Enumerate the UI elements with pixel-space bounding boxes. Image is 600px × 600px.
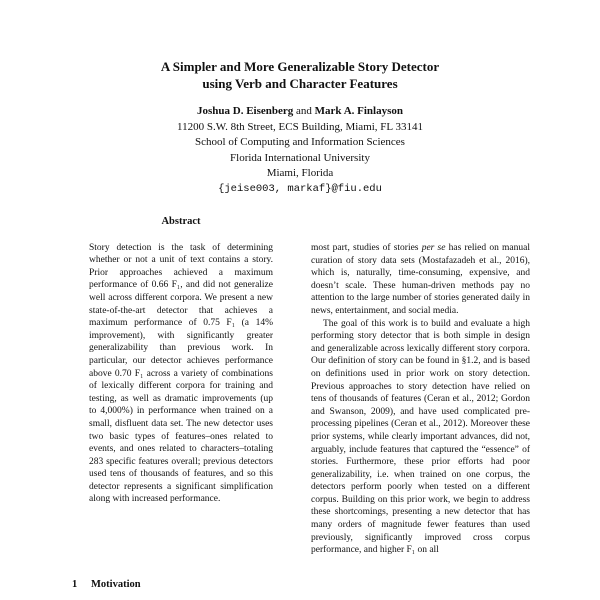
section-number: 1 (72, 579, 78, 590)
right-paragraph-1-end: has relied on manual curation of story data sets (Mostafazadeh et al., 2016), which is, naturally, time-consuming, expensive, and doesn’t scale. These human-driven methods pay no attention to the large number of stories generated daily in news, entertainment, and social media. (311, 243, 530, 316)
title-line-1: A Simpler and More Generalizable Story Detector (160, 59, 440, 74)
right-column (311, 242, 530, 557)
right-paragraph-2: The goal of this work is to build and evaluate a high performing story detector that is both simple in design and generalizable across lexically different story corpora. Our definition of story can be found in §1.2, and is based on definitions used in prior work on story detection. Previous approaches to story detection have relied on tens of thousands of features (Ceran et al., 2012; Gordon and Swanson, 2009), and have used complicated pre-processing pipelines (Ceran et al., 2012). Moreover these prior systems, while clearly important advances, did not, arguably, include features that captured the “essence” of stories. Furthermore, these prior efforts had poor generalizability, i.e. when trained on one corpus, the detectors perform poorly when tested on a different corpus. Building on this prior work, we begin to address these shortcomings, presenting a new detector that has many orders of magnitude fewer features than used previously, significantly improved cross corpus performance, and higher F₁ on all (311, 318, 530, 556)
right-paragraph-1-start: most part, studies of stories (311, 243, 422, 253)
author-2: Mark A. Finlayson (314, 105, 403, 117)
abstract-heading: Abstract (161, 216, 201, 227)
author-university: Florida International University (230, 151, 370, 164)
author-names (0, 104, 600, 120)
author-1: Joshua D. Eisenberg (197, 105, 294, 117)
paper-title (0, 58, 600, 92)
title-line-2: using Verb and Character Features (202, 76, 398, 91)
author-address: 11200 S.W. 8th Street, ECS Building, Miami, FL 33141 (177, 120, 423, 133)
section-heading (72, 579, 141, 590)
left-column (89, 216, 273, 506)
author-conjunction: and (293, 105, 315, 117)
author-city: Miami, Florida (266, 167, 334, 179)
right-paragraph-1 (311, 242, 530, 318)
author-block (0, 104, 600, 197)
right-paragraph-1-emphasis: per se (421, 243, 446, 253)
author-email: {jeise003, markaf}@fiu.edu (218, 182, 382, 195)
author-school: School of Computing and Information Sciences (195, 136, 405, 148)
abstract-text: Story detection is the task of determining whether or not a unit of text contains a story. Prior approaches achieved a maximum performance of 0.66 F₁, and did not generalize well across different corpora. We present a new state-of-the-art detector that achieves a maximum performance of 0.75 F₁ (a 14% improvement), with significantly greater generalizability than previous work. In particular, our detector achieves performance above 0.70 F₁ across a variety of combinations of lexically different corpora for training and testing, as well as dramatic improvements (up to 4,000%) in performance when trained on a small, disfluent data set. The new detector uses two basic types of features–ones related to events, and ones related to characters–totaling 283 specific features overall; previous detectors used tens of thousands of features, and so this detector represents a significant simplification along with increased performance. (89, 242, 273, 505)
section-title: Motivation (91, 579, 141, 590)
